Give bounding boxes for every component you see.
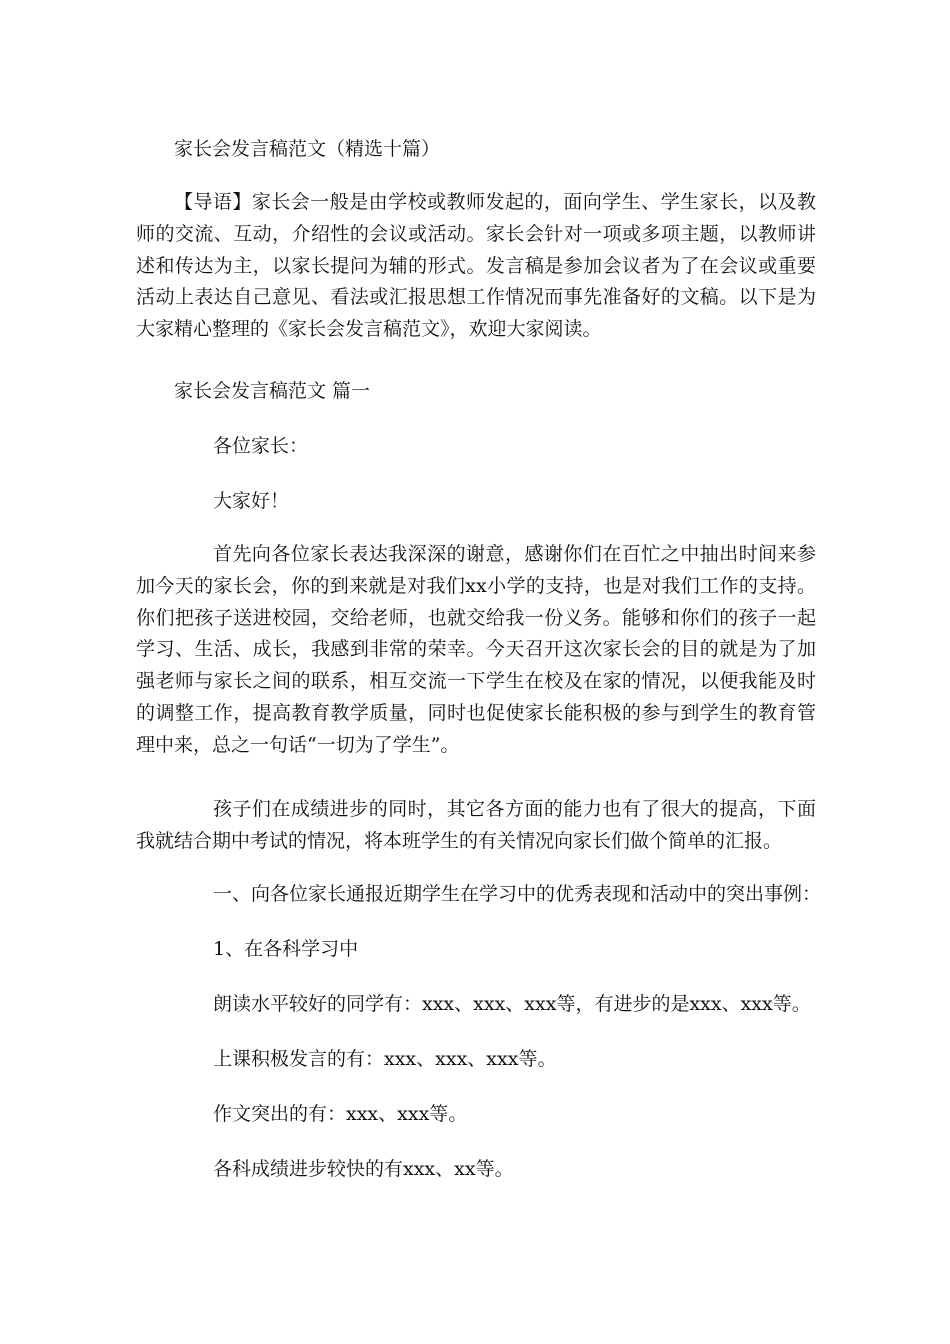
section-title: 家长会发言稿范文 篇一 [174,380,371,402]
hello: 大家好！ [213,490,290,512]
body-paragraph-2: 孩子们在成绩进步的同时，其它各方面的能力也有了很大的提高，下面我就结合期中考试的情况，将本班学生的有关情况向家长们做个简单的汇报。 [136,798,816,852]
document-title: 家长会发言稿范文（精选十篇） [174,138,441,160]
speaking-list: 上课积极发言的有：xxx、xxx、xxx等。 [213,1048,557,1070]
body-paragraph-1: 首先向各位家长表达我深深的谢意，感谢你们在百忙之中抽出时间来参加今天的家长会，你的到来就是对我们xx小学的支持，也是对我们工作的支持。你们把孩子送进校园，交给老师，也就交给我一份义务。能够和你们的孩子一起学习、生活、成长，我感到非常的荣幸。今天召开这次家长会的目的就是为了加强老师与家长之间的联系，相互交流一下学生在校及在家的情况，以便我能及时的调整工作，提高教育教学质量，同时也促使家长能积极的参与到学生的教育管理中来，总之一句话“一切为了学生”。 [136,543,816,756]
writing-list: 作文突出的有：xxx、xxx等。 [213,1103,468,1125]
greeting: 各位家长： [213,435,309,457]
progress-list: 各科成绩进步较快的有xxx、xx等。 [213,1158,514,1180]
sub-heading: 1、在各科学习中 [213,938,359,960]
item-heading: 一、向各位家长通报近期学生在学习中的优秀表现和活动中的突出事例： [213,883,822,905]
intro-paragraph: 【导语】家长会一般是由学校或教师发起的，面向学生、学生家长，以及教师的交流、互动，介绍性的会议或活动。家长会针对一项或多项主题，以教师讲述和传达为主，以家长提问为辅的形式。发言稿是参加会议者为了在会议或重要活动上表达自己意见、看法或汇报思想工作情况而事先准备好的文稿。以下是为大家精心整理的《家长会发言稿范文》，欢迎大家阅读。 [136,191,816,341]
reading-list: 朗读水平较好的同学有：xxx、xxx、xxx等，有进步的是xxx、xxx等。 [213,993,811,1015]
